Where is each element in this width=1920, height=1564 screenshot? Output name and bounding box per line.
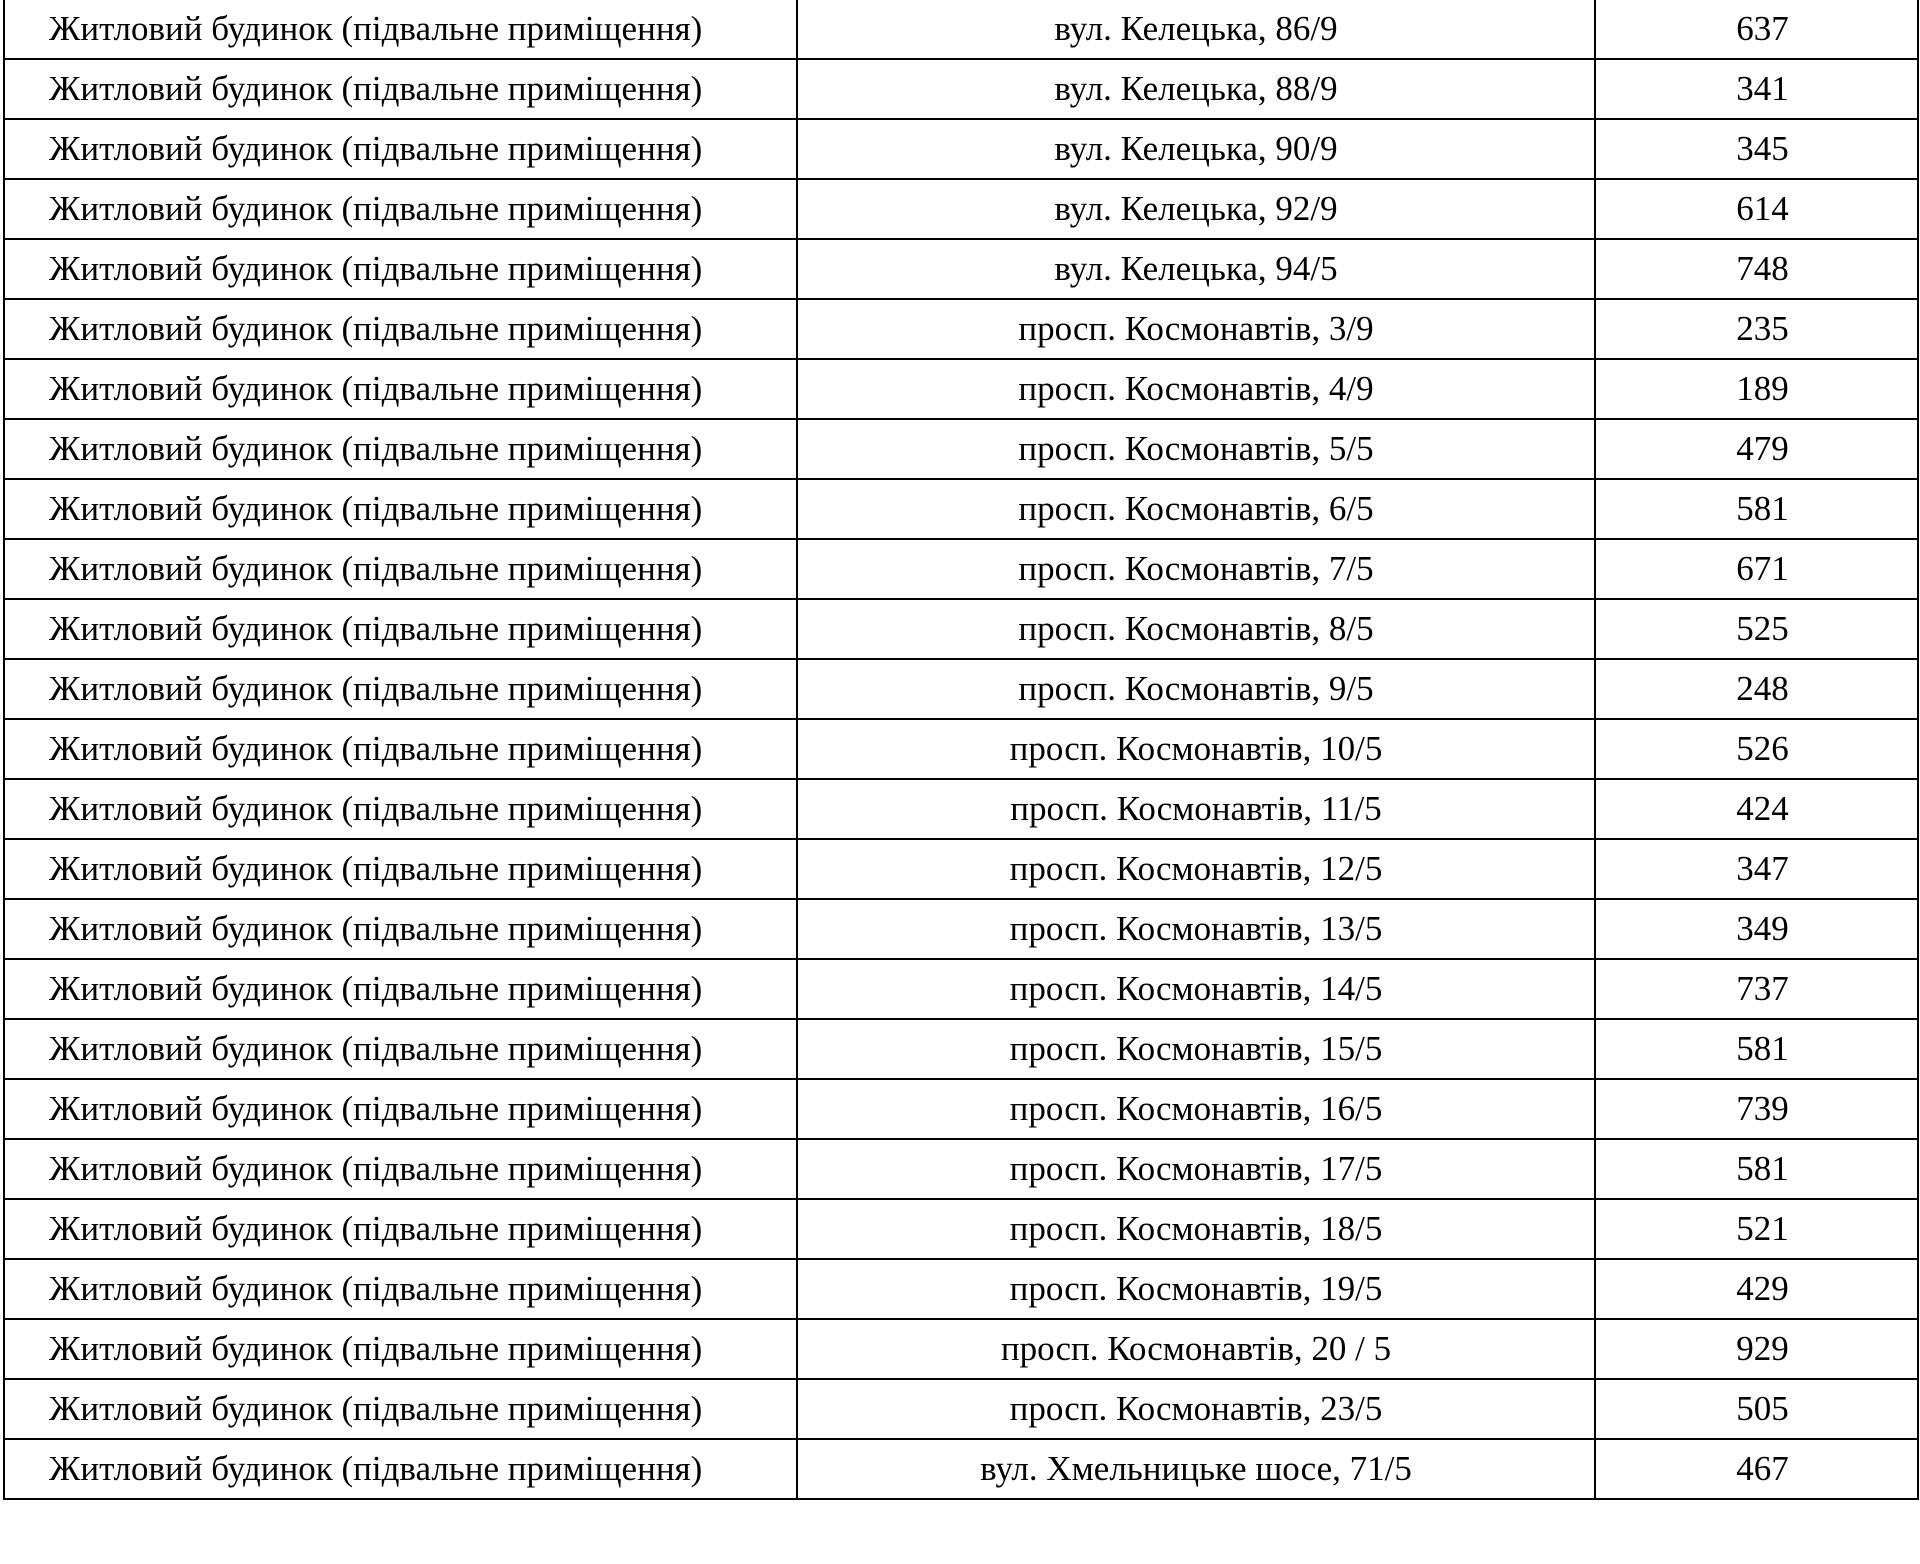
- address-cell: просп. Космонавтів, 20 / 5: [797, 1319, 1595, 1379]
- building-type-cell: Житловий будинок (підвальне приміщення): [4, 359, 797, 419]
- value-cell: 637: [1595, 0, 1918, 59]
- building-type-cell: Житловий будинок (підвальне приміщення): [4, 179, 797, 239]
- building-type-cell: Житловий будинок (підвальне приміщення): [4, 419, 797, 479]
- premises-table-body: [4, 0, 1918, 1499]
- value-cell: 349: [1595, 899, 1918, 959]
- table-row: [4, 299, 1918, 359]
- value-cell: 581: [1595, 1019, 1918, 1079]
- table-row: [4, 1439, 1918, 1499]
- table-row: [4, 899, 1918, 959]
- value-cell: 429: [1595, 1259, 1918, 1319]
- building-type-cell: Житловий будинок (підвальне приміщення): [4, 479, 797, 539]
- table-row: [4, 479, 1918, 539]
- table-row: [4, 599, 1918, 659]
- value-cell: 737: [1595, 959, 1918, 1019]
- table-row: [4, 119, 1918, 179]
- building-type-cell: Житловий будинок (підвальне приміщення): [4, 1319, 797, 1379]
- table-row: [4, 719, 1918, 779]
- table-row: [4, 179, 1918, 239]
- value-cell: 467: [1595, 1439, 1918, 1499]
- value-cell: 748: [1595, 239, 1918, 299]
- building-type-cell: Житловий будинок (підвальне приміщення): [4, 59, 797, 119]
- building-type-cell: Житловий будинок (підвальне приміщення): [4, 899, 797, 959]
- address-cell: вул. Хмельницьке шосе, 71/5: [797, 1439, 1595, 1499]
- value-cell: 614: [1595, 179, 1918, 239]
- value-cell: 581: [1595, 1139, 1918, 1199]
- building-type-cell: Житловий будинок (підвальне приміщення): [4, 1019, 797, 1079]
- address-cell: просп. Космонавтів, 16/5: [797, 1079, 1595, 1139]
- table-row: [4, 1139, 1918, 1199]
- value-cell: 424: [1595, 779, 1918, 839]
- address-cell: просп. Космонавтів, 12/5: [797, 839, 1595, 899]
- value-cell: 671: [1595, 539, 1918, 599]
- value-cell: 345: [1595, 119, 1918, 179]
- value-cell: 581: [1595, 479, 1918, 539]
- value-cell: 341: [1595, 59, 1918, 119]
- address-cell: вул. Келецька, 86/9: [797, 0, 1595, 59]
- building-type-cell: Житловий будинок (підвальне приміщення): [4, 1439, 797, 1499]
- value-cell: 189: [1595, 359, 1918, 419]
- building-type-cell: Житловий будинок (підвальне приміщення): [4, 1379, 797, 1439]
- table-row: [4, 1259, 1918, 1319]
- value-cell: 248: [1595, 659, 1918, 719]
- building-type-cell: Житловий будинок (підвальне приміщення): [4, 119, 797, 179]
- value-cell: 525: [1595, 599, 1918, 659]
- table-row: [4, 959, 1918, 1019]
- table-row: [4, 1019, 1918, 1079]
- table-row: [4, 419, 1918, 479]
- address-cell: просп. Космонавтів, 7/5: [797, 539, 1595, 599]
- building-type-cell: Житловий будинок (підвальне приміщення): [4, 839, 797, 899]
- table-row: [4, 359, 1918, 419]
- table-row: [4, 1079, 1918, 1139]
- table-row: [4, 59, 1918, 119]
- address-cell: просп. Космонавтів, 10/5: [797, 719, 1595, 779]
- table-row: [4, 1379, 1918, 1439]
- building-type-cell: Житловий будинок (підвальне приміщення): [4, 1199, 797, 1259]
- value-cell: 521: [1595, 1199, 1918, 1259]
- value-cell: 929: [1595, 1319, 1918, 1379]
- address-cell: просп. Космонавтів, 4/9: [797, 359, 1595, 419]
- building-type-cell: Житловий будинок (підвальне приміщення): [4, 779, 797, 839]
- address-cell: просп. Космонавтів, 14/5: [797, 959, 1595, 1019]
- address-cell: просп. Космонавтів, 9/5: [797, 659, 1595, 719]
- building-type-cell: Житловий будинок (підвальне приміщення): [4, 299, 797, 359]
- building-type-cell: Житловий будинок (підвальне приміщення): [4, 719, 797, 779]
- address-cell: вул. Келецька, 92/9: [797, 179, 1595, 239]
- building-type-cell: Житловий будинок (підвальне приміщення): [4, 1259, 797, 1319]
- building-type-cell: Житловий будинок (підвальне приміщення): [4, 599, 797, 659]
- address-cell: вул. Келецька, 88/9: [797, 59, 1595, 119]
- building-type-cell: Житловий будинок (підвальне приміщення): [4, 539, 797, 599]
- table-row: [4, 239, 1918, 299]
- address-cell: просп. Космонавтів, 15/5: [797, 1019, 1595, 1079]
- value-cell: 739: [1595, 1079, 1918, 1139]
- building-type-cell: Житловий будинок (підвальне приміщення): [4, 1139, 797, 1199]
- address-cell: просп. Космонавтів, 6/5: [797, 479, 1595, 539]
- value-cell: 235: [1595, 299, 1918, 359]
- building-type-cell: Житловий будинок (підвальне приміщення): [4, 239, 797, 299]
- address-cell: просп. Космонавтів, 17/5: [797, 1139, 1595, 1199]
- table-row: [4, 1199, 1918, 1259]
- table-row: [4, 779, 1918, 839]
- value-cell: 347: [1595, 839, 1918, 899]
- address-cell: вул. Келецька, 94/5: [797, 239, 1595, 299]
- value-cell: 479: [1595, 419, 1918, 479]
- address-cell: просп. Космонавтів, 13/5: [797, 899, 1595, 959]
- building-type-cell: Житловий будинок (підвальне приміщення): [4, 959, 797, 1019]
- address-cell: просп. Космонавтів, 5/5: [797, 419, 1595, 479]
- premises-table: [3, 0, 1919, 1500]
- building-type-cell: Житловий будинок (підвальне приміщення): [4, 0, 797, 59]
- building-type-cell: Житловий будинок (підвальне приміщення): [4, 1079, 797, 1139]
- address-cell: просп. Космонавтів, 3/9: [797, 299, 1595, 359]
- table-row: [4, 539, 1918, 599]
- table-row: [4, 1319, 1918, 1379]
- table-row: [4, 0, 1918, 59]
- address-cell: просп. Космонавтів, 11/5: [797, 779, 1595, 839]
- address-cell: просп. Космонавтів, 23/5: [797, 1379, 1595, 1439]
- table-row: [4, 839, 1918, 899]
- value-cell: 526: [1595, 719, 1918, 779]
- address-cell: вул. Келецька, 90/9: [797, 119, 1595, 179]
- address-cell: просп. Космонавтів, 18/5: [797, 1199, 1595, 1259]
- value-cell: 505: [1595, 1379, 1918, 1439]
- building-type-cell: Житловий будинок (підвальне приміщення): [4, 659, 797, 719]
- address-cell: просп. Космонавтів, 19/5: [797, 1259, 1595, 1319]
- table-row: [4, 659, 1918, 719]
- address-cell: просп. Космонавтів, 8/5: [797, 599, 1595, 659]
